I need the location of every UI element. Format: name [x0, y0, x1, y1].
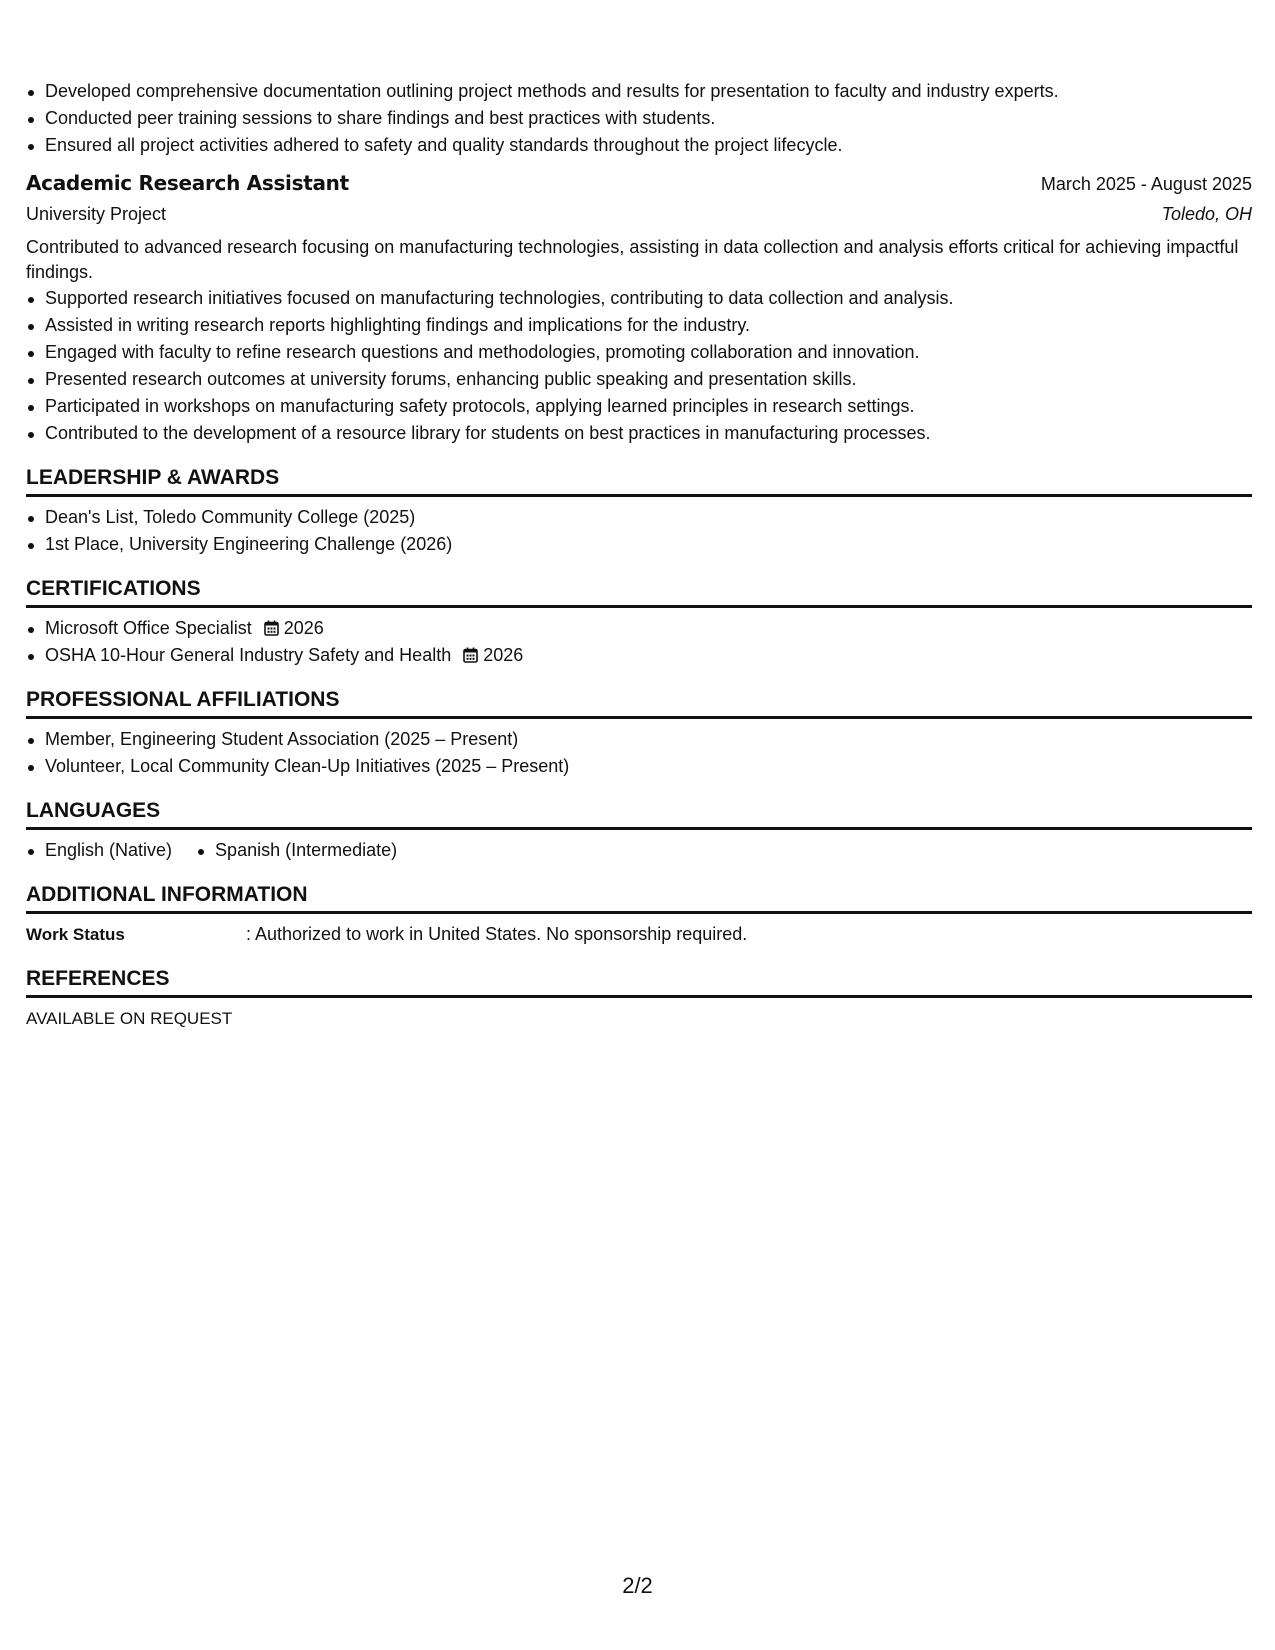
section-title-additional: ADDITIONAL INFORMATION — [26, 881, 1252, 914]
languages-list — [26, 837, 1252, 864]
work-status-row — [26, 921, 1252, 948]
section-title-certifications: CERTIFICATIONS — [26, 575, 1252, 608]
page-number: 2/2 — [622, 1573, 653, 1598]
list-item: Engaged with faculty to refine research questions and methodologies, promoting collaboration and innovation. — [26, 339, 1252, 366]
job-description: Contributed to advanced research focusing on manufacturing technologies, assisting in data collection and analysis efforts critical for achieving impactful findings. — [26, 237, 1239, 282]
calendar-icon — [264, 620, 279, 636]
references-text: AVAILABLE ON REQUEST — [26, 1009, 233, 1028]
certifications-list — [26, 615, 1252, 669]
affiliations-list — [26, 726, 1252, 780]
section-title-leadership: LEADERSHIP & AWARDS — [26, 464, 1252, 497]
list-item: Assisted in writing research reports highlighting findings and implications for the industry. — [26, 312, 1252, 339]
list-item: Contributed to the development of a resource library for students on best practices in manufacturing processes. — [26, 420, 1252, 447]
list-item: Volunteer, Local Community Clean-Up Initiatives (2025 – Present) — [26, 753, 1252, 780]
job-subheader — [26, 201, 1252, 228]
job-dates: March 2025 - August 2025 — [1040, 174, 1252, 194]
certification-name: Microsoft Office Specialist — [45, 618, 252, 638]
work-status-label: Work Status — [26, 925, 125, 944]
job-location: Toledo, OH — [1161, 204, 1252, 224]
list-item: Conducted peer training sessions to share findings and best practices with students. — [26, 105, 1252, 132]
certification-year: 2026 — [483, 645, 524, 665]
calendar-icon — [463, 647, 478, 663]
list-item: Presented research outcomes at university forums, enhancing public speaking and presentation skills. — [26, 366, 1252, 393]
job-title: Academic Research Assistant — [26, 171, 349, 195]
list-item: Dean's List, Toledo Community College (2025) — [26, 504, 1252, 531]
list-item: Participated in workshops on manufacturing safety protocols, applying learned principles in research settings. — [26, 393, 1252, 420]
job-organization: University Project — [26, 204, 167, 224]
list-item: English (Native) — [26, 837, 172, 864]
section-title-languages: LANGUAGES — [26, 797, 1252, 830]
research-job-bullets — [26, 285, 1252, 447]
list-item — [26, 642, 1252, 669]
resume-page — [26, 78, 1252, 1032]
previous-job-bullets — [26, 78, 1252, 159]
certification-year: 2026 — [283, 618, 324, 638]
work-status-value: : Authorized to work in United States. No sponsorship required. — [246, 924, 748, 944]
job-header — [26, 169, 1252, 198]
leadership-list — [26, 504, 1252, 558]
list-item: Supported research initiatives focused on manufacturing technologies, contributing to data collection and analysis. — [26, 285, 1252, 312]
list-item: Ensured all project activities adhered to safety and quality standards throughout the project lifecycle. — [26, 132, 1252, 159]
list-item: Developed comprehensive documentation outlining project methods and results for presentation to faculty and industry experts. — [26, 78, 1252, 105]
list-item — [26, 615, 1252, 642]
list-item: Member, Engineering Student Association (2025 – Present) — [26, 726, 1252, 753]
section-title-references: REFERENCES — [26, 965, 1252, 998]
list-item: Spanish (Intermediate) — [196, 837, 397, 864]
list-item: 1st Place, University Engineering Challenge (2026) — [26, 531, 1252, 558]
section-title-affiliations: PROFESSIONAL AFFILIATIONS — [26, 686, 1252, 719]
certification-name: OSHA 10-Hour General Industry Safety and Health — [45, 645, 452, 665]
